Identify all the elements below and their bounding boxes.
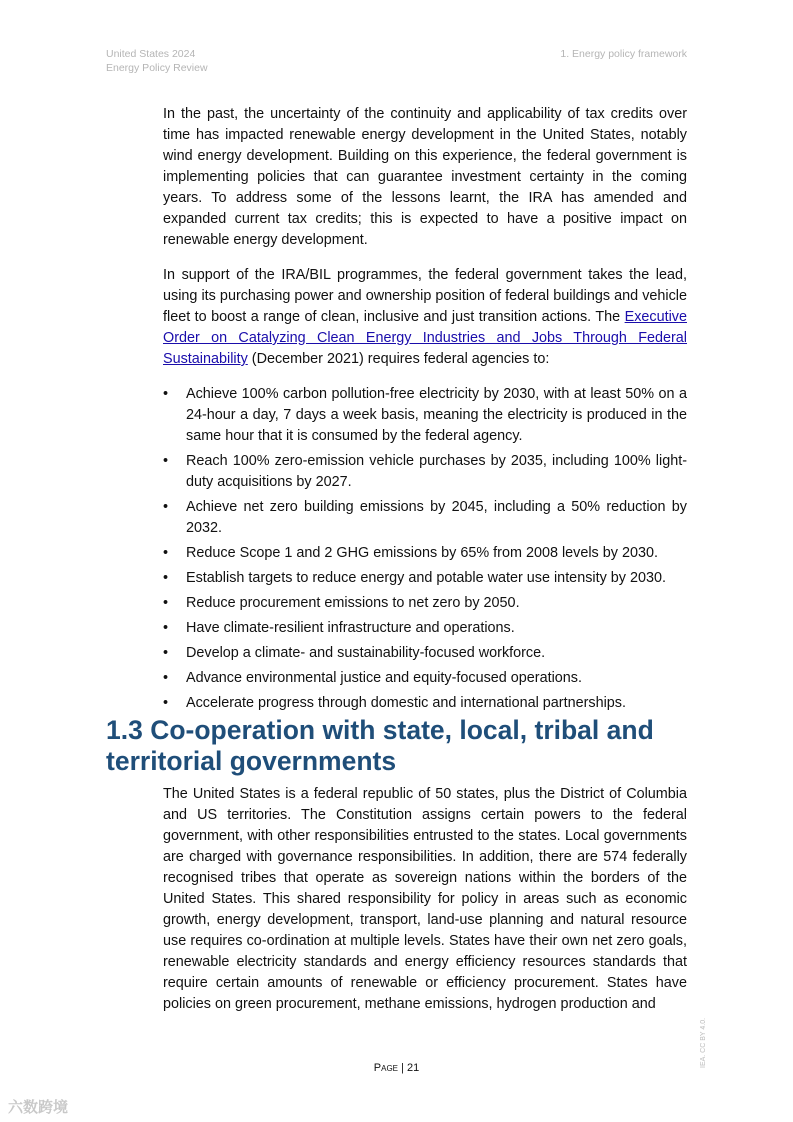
bullet-item [163, 451, 687, 493]
paragraph: In the past, the uncertainty of the continuity and applicability of tax credits over time has impacted renewable energy development in the United States, notably wind energy development. Building on this experience, the federal government is implementing policies that can guarantee investment certainty in the coming years. To address some of the lessons learnt, the IRA has amended and expanded current tax credits; this is expected to have a positive impact on renewable energy development. [163, 106, 687, 248]
bullet-text: Achieve net zero building emissions by 2045, including a 50% reduction by 2032. [186, 499, 687, 536]
page-footer [0, 1062, 793, 1074]
bullet-text: Achieve 100% carbon pollution-free electricity by 2030, with at least 50% on a 24-hour a day, 7 days a week basis, meaning the electricity is produced in the same hour that it is consumed by the federal agency. [186, 386, 687, 444]
bullet-text: Reach 100% zero-emission vehicle purchases by 2035, including 100% light-duty acquisitions by 2027. [186, 453, 687, 490]
running-header-left [106, 47, 208, 75]
bullet-icon: • [163, 499, 169, 515]
bullet-icon: • [163, 670, 169, 686]
bullet-text: Advance environmental justice and equity-focused operations. [186, 670, 582, 686]
bullet-icon: • [163, 545, 169, 561]
bullet-icon: • [163, 570, 169, 586]
bullet-text: Develop a climate- and sustainability-focused workforce. [186, 645, 546, 661]
license-note: IEA. CC BY 4.0. [700, 1017, 707, 1068]
section-paragraph: The United States is a federal republic of 50 states, plus the District of Columbia and US territories. The Constitution assigns certain powers to the federal government, with other responsibilities entrusted to the states. Local governments are charged with governance responsibilities. In addition, there are 574 federally recognised tribes that operate as sovereign nations within the borders of the United States. This shared responsibility for policy in areas such as economic growth, energy development, transport, land-use planning and natural resource use requires co-ordination at multiple levels. States have their own net zero goals, renewable electricity standards and energy efficiency resources standards that require certain amounts of renewable or efficiency procurement. States have policies on green procurement, methane emissions, hydrogen production and [163, 786, 687, 1012]
bullet-text: Reduce procurement emissions to net zero by 2050. [186, 595, 520, 611]
main-text [163, 104, 687, 718]
bullet-icon: • [163, 620, 169, 636]
bullet-text: Reduce Scope 1 and 2 GHG emissions by 65% from 2008 levels by 2030. [186, 545, 658, 561]
bullet-list [163, 384, 687, 714]
running-header-right: 1. Energy policy framework [560, 48, 687, 60]
executive-order-link[interactable]: Executive Order on Catalyzing Clean Energy Industries and Jobs Through Federal Sustainability [163, 309, 687, 367]
bullet-item [163, 593, 687, 614]
bullet-item [163, 643, 687, 664]
bullet-icon: • [163, 595, 169, 611]
bullet-icon: • [163, 645, 169, 661]
bullet-item [163, 543, 687, 564]
bullet-icon: • [163, 695, 169, 711]
bullet-icon: • [163, 386, 169, 402]
page-number: 21 [406, 1062, 420, 1074]
bullet-item [163, 668, 687, 689]
report-title: Energy Policy Review [106, 62, 208, 74]
bullet-icon: • [163, 453, 169, 469]
bullet-item [163, 618, 687, 639]
section-heading: 1.3 Co-operation with state, local, tribal and territorial governments [106, 715, 654, 776]
bullet-text: Accelerate progress through domestic and international partnerships. [186, 695, 626, 711]
bullet-item [163, 693, 687, 714]
separator: | [398, 1062, 407, 1074]
text: In support of the IRA/BIL programmes, the federal government takes the lead, using its purchasing power and ownership position of federal buildings and vehicle fleet to boost a range of clean, inclusive and just transition actions. The [163, 267, 687, 325]
watermark-logo: 六数跨境 [8, 1099, 69, 1116]
text: (December 2021) requires federal agencies to: [247, 351, 550, 367]
bullet-text: Establish targets to reduce energy and potable water use intensity by 2030. [186, 570, 666, 586]
bullet-item [163, 384, 687, 447]
bullet-item [163, 568, 687, 589]
report-year: United States 2024 [106, 48, 196, 60]
page-label: Page [373, 1062, 398, 1074]
bullet-text: Have climate-resilient infrastructure and operations. [186, 620, 515, 636]
paragraph [163, 265, 687, 370]
bullet-item [163, 497, 687, 539]
